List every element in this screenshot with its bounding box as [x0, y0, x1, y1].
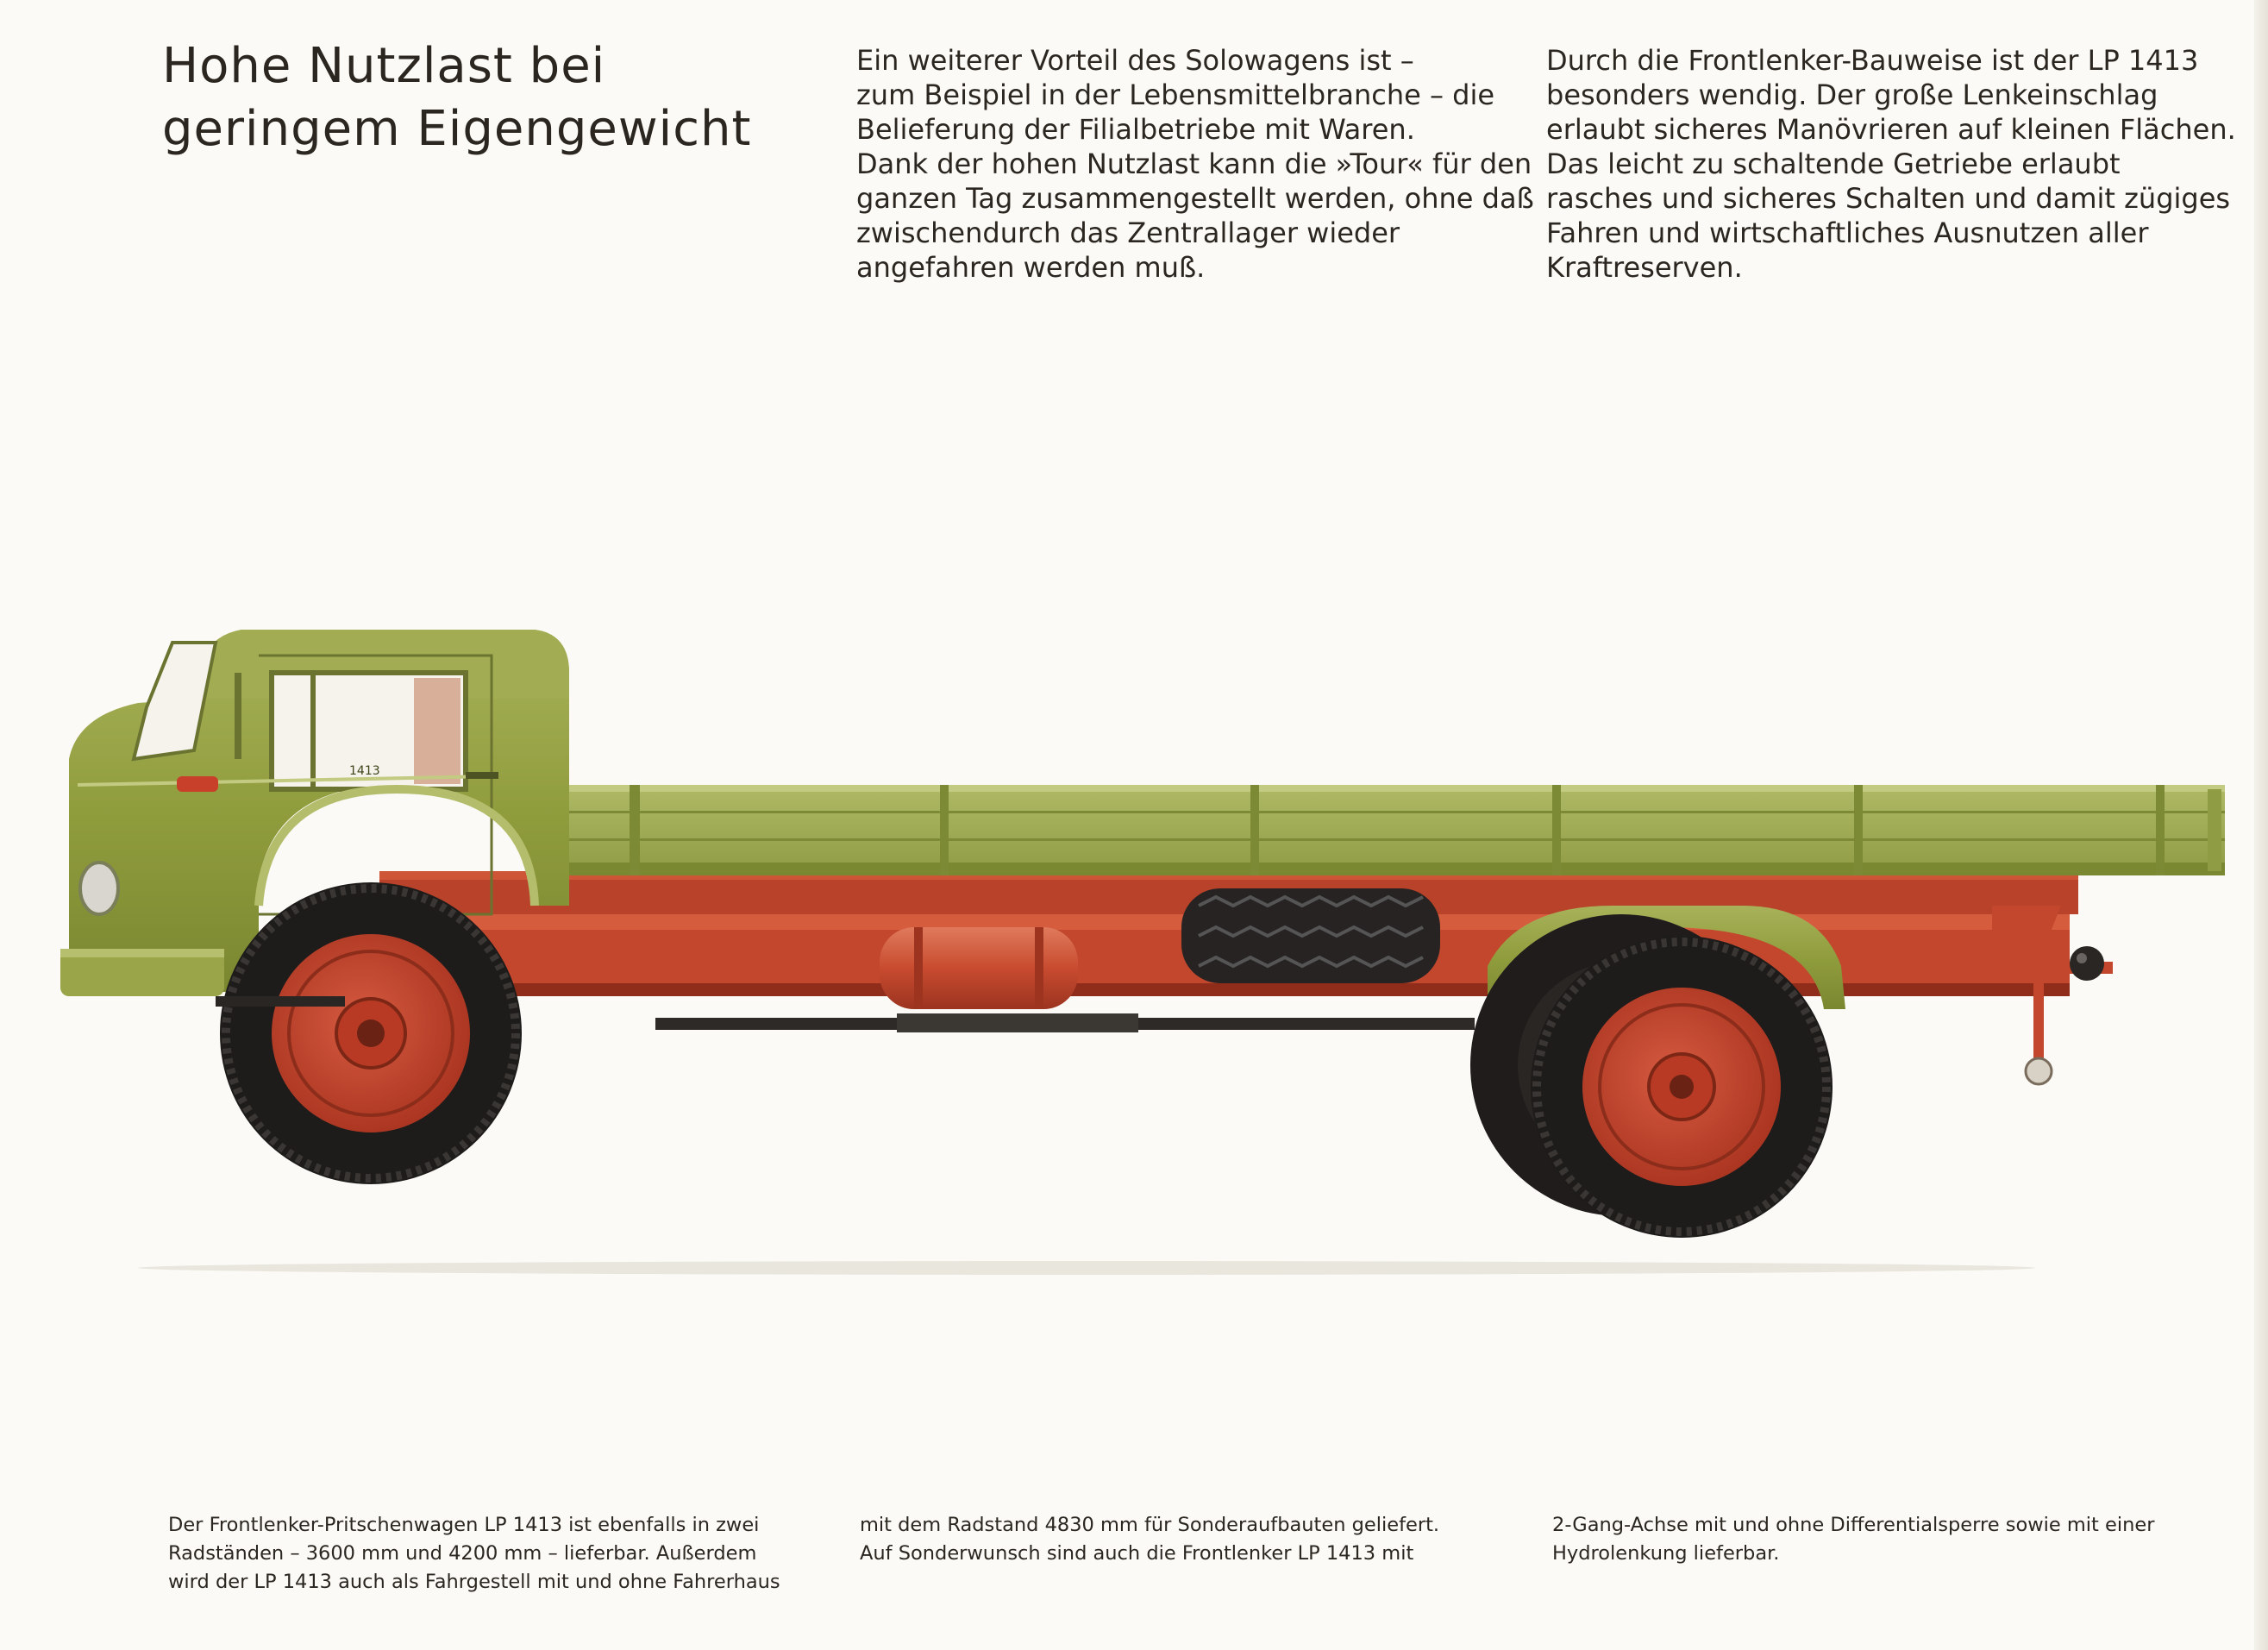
text-line: Fahren und wirtschaftliches Ausnutzen aller — [1546, 216, 2149, 249]
text-line: Durch die Frontlenker-Bauweise ist der LP 1413 — [1546, 44, 2199, 77]
front-wheel — [220, 882, 522, 1184]
text-line: Dank der hohen Nutzlast kann die »Tour« für den — [856, 147, 1532, 180]
text-line: zum Beispiel in der Lebensmittelbranche – die — [856, 78, 1495, 111]
text-line: Belieferung der Filialbetriebe mit Waren. — [856, 113, 1415, 146]
heading-line: geringem Eigengewicht — [162, 101, 752, 157]
text-line: Das leicht zu schaltende Getriebe erlaubt — [1546, 147, 2121, 180]
heading-line: Hohe Nutzlast bei — [162, 38, 606, 94]
rear-wheel — [1531, 936, 1833, 1238]
caption-column-1 — [168, 1511, 841, 1597]
cargo-bed — [565, 785, 2225, 875]
text-line: rasches und sicheres Schalten und damit zügiges — [1546, 182, 2231, 215]
text-line: erlaubt sicheres Manövrieren auf kleinen Flächen. — [1546, 113, 2236, 146]
ground-shadow — [138, 1261, 2035, 1275]
spare-tire — [1181, 888, 1440, 983]
intro-column-right — [1546, 43, 2236, 285]
text-line: Ein weiterer Vorteil des Solowagens ist – — [856, 44, 1414, 77]
page-heading — [162, 35, 818, 160]
text-line: Kraftreserven. — [1546, 251, 1743, 284]
intro-column-middle — [856, 43, 1534, 285]
text-line: zwischendurch das Zentrallager wieder — [856, 216, 1400, 249]
page-edge — [2254, 0, 2268, 1650]
caption-line: Der Frontlenker-Pritschenwagen LP 1413 ist ebenfalls in zwei — [168, 1514, 760, 1536]
caption-line: Auf Sonderwunsch sind auch die Frontlenker LP 1413 mit — [860, 1542, 1414, 1565]
caption-line: Radständen – 3600 mm und 4200 mm – lieferbar. Außerdem — [168, 1542, 757, 1565]
text-line: angefahren werden muß. — [856, 251, 1206, 284]
fuel-tank — [880, 927, 1078, 1009]
truck-illustration — [52, 500, 2225, 1277]
caption-line: wird der LP 1413 auch als Fahrgestell mit und ohne Fahrerhaus — [168, 1571, 780, 1593]
caption-line: mit dem Radstand 4830 mm für Sonderaufbauten geliefert. — [860, 1514, 1440, 1536]
caption-column-3 — [1552, 1511, 2225, 1568]
cab-step — [216, 996, 345, 1007]
caption-line: 2-Gang-Achse mit und ohne Differentialsperre sowie mit einer — [1552, 1514, 2155, 1536]
text-line: besonders wendig. Der große Lenkeinschlag — [1546, 78, 2158, 111]
text-line: ganzen Tag zusammengestellt werden, ohne daß — [856, 182, 1534, 215]
caption-line: Hydrolenkung lieferbar. — [1552, 1542, 1780, 1565]
cab-badge: 1413 — [349, 764, 380, 778]
caption-column-2 — [860, 1511, 1481, 1568]
